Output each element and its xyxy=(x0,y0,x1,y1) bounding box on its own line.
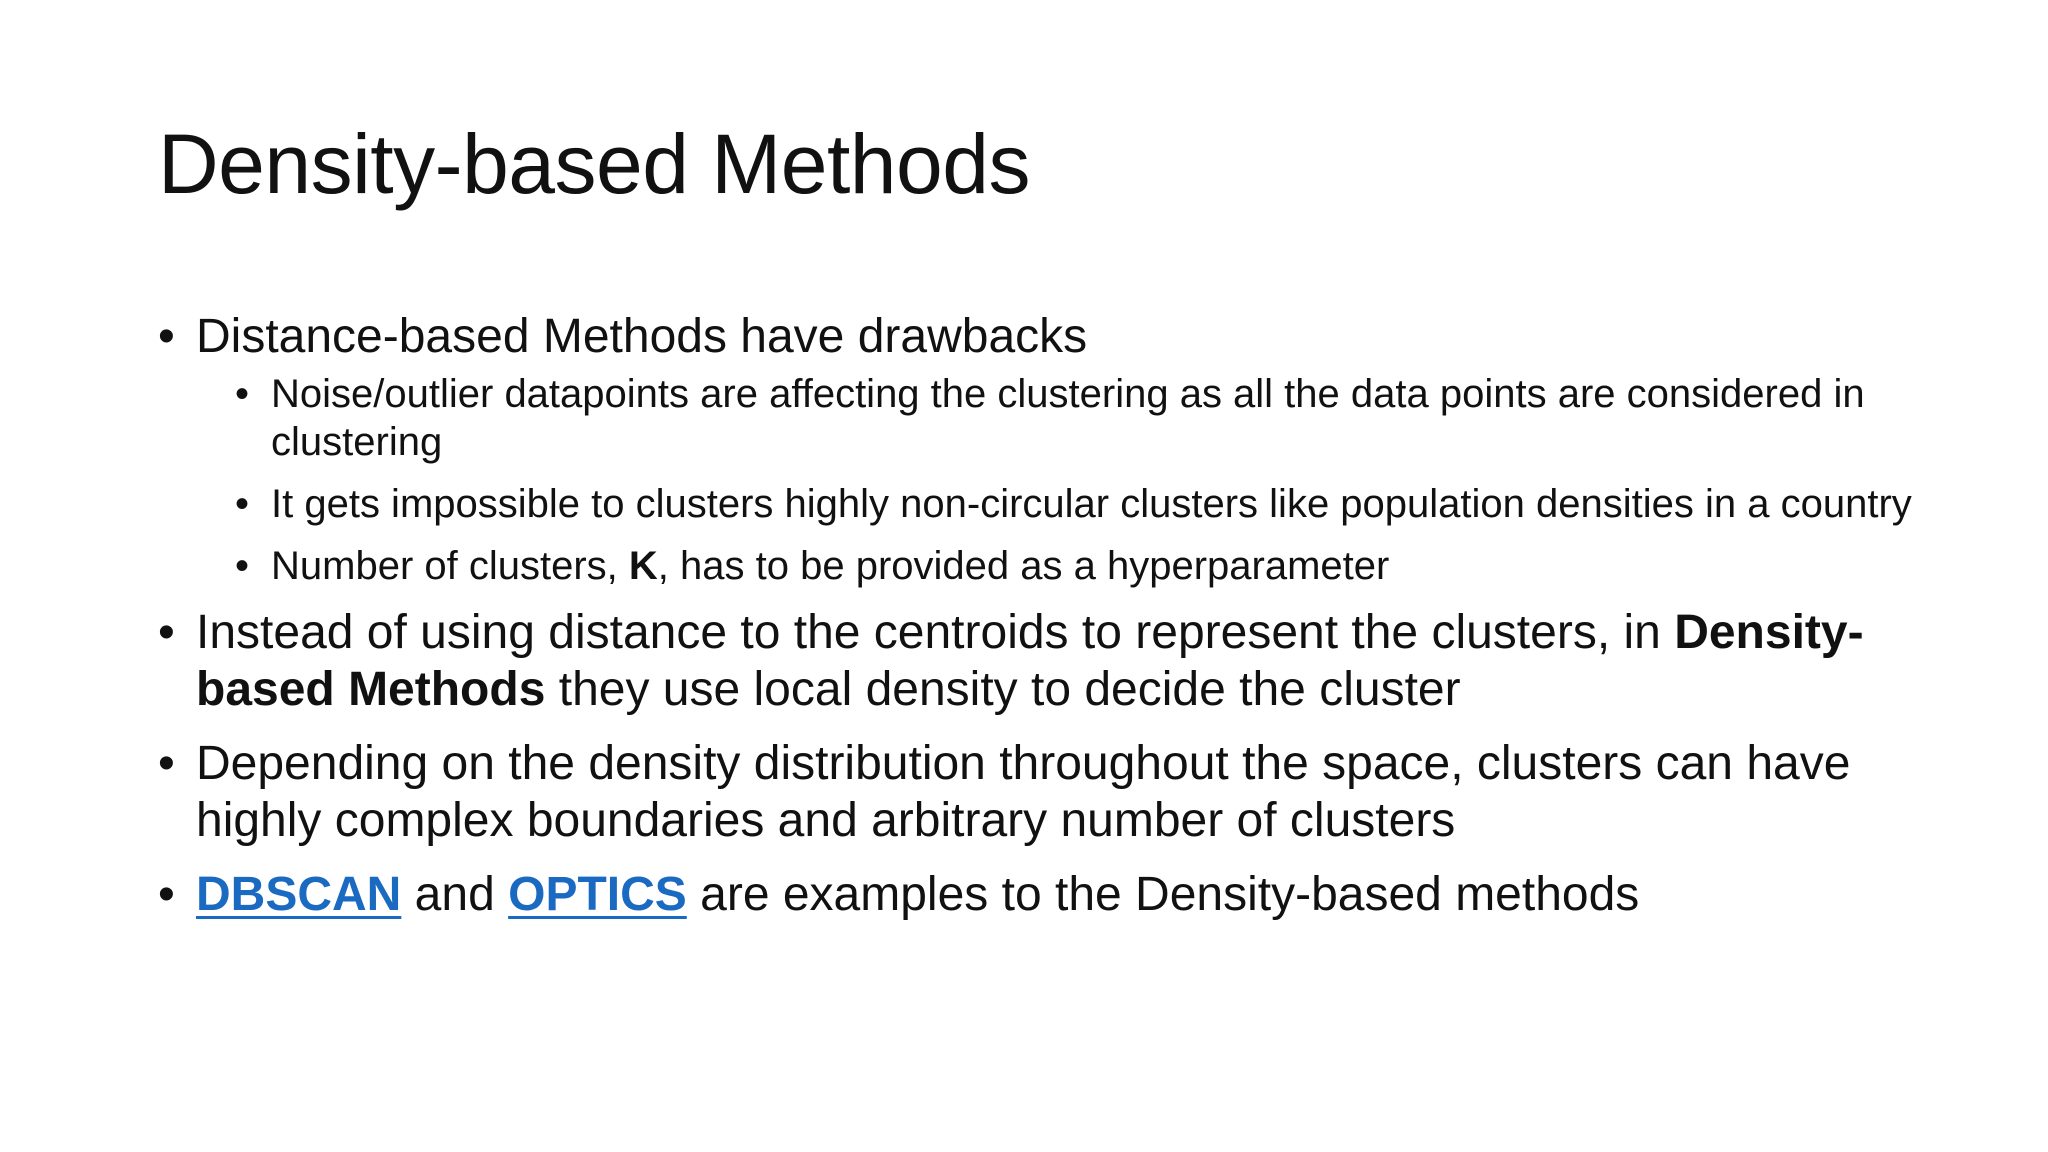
sub-bullet-item xyxy=(235,542,1918,590)
sub-bullet-text-pre: Number of clusters, xyxy=(271,544,629,588)
bullet-item xyxy=(158,604,1918,718)
bullet-bold: Density-based Methods xyxy=(196,606,1864,716)
slide-title: Density-based Methods xyxy=(158,117,1030,211)
bullet-dot-icon: • xyxy=(158,737,175,790)
sub-bullet-bold: K xyxy=(628,544,658,588)
bullet-text-post: they use local density to decide the cluster xyxy=(545,663,1461,716)
bullet-text-post: are examples to the Density-based methods xyxy=(686,868,1640,921)
bullet-dot-icon: • xyxy=(235,482,250,526)
bullet-dot-icon: • xyxy=(235,372,250,416)
optics-link[interactable]: OPTICS xyxy=(508,868,687,921)
bullet-dot-icon: • xyxy=(158,310,175,363)
bullet-text: Depending on the density distribution throughout the space, clusters can have highly complex boundaries and arbitrary number of clusters xyxy=(196,737,1851,847)
sub-bullet-text: Noise/outlier datapoints are affecting the clustering as all the data points are considered in clustering xyxy=(271,372,1865,464)
sub-bullet-item xyxy=(235,370,1918,466)
bullet-dot-icon: • xyxy=(158,868,175,921)
bullet-text-pre: Instead of using distance to the centroids to represent the clusters, in xyxy=(196,606,1675,659)
sub-bullet-text-post: , has to be provided as a hyperparameter xyxy=(657,544,1390,588)
bullet-dot-icon: • xyxy=(235,544,250,588)
bullet-item xyxy=(158,735,1918,849)
bullet-text-mid: and xyxy=(401,868,509,921)
sub-bullet-text: It gets impossible to clusters highly non-circular clusters like population densities in a country xyxy=(271,482,1912,526)
bullet-item xyxy=(158,308,1918,365)
bullet-list xyxy=(158,308,1918,940)
sub-bullet-item xyxy=(235,480,1918,528)
dbscan-link[interactable]: DBSCAN xyxy=(196,868,402,921)
bullet-text: Distance-based Methods have drawbacks xyxy=(196,310,1088,363)
bullet-item xyxy=(158,866,1918,923)
bullet-dot-icon: • xyxy=(158,606,175,659)
